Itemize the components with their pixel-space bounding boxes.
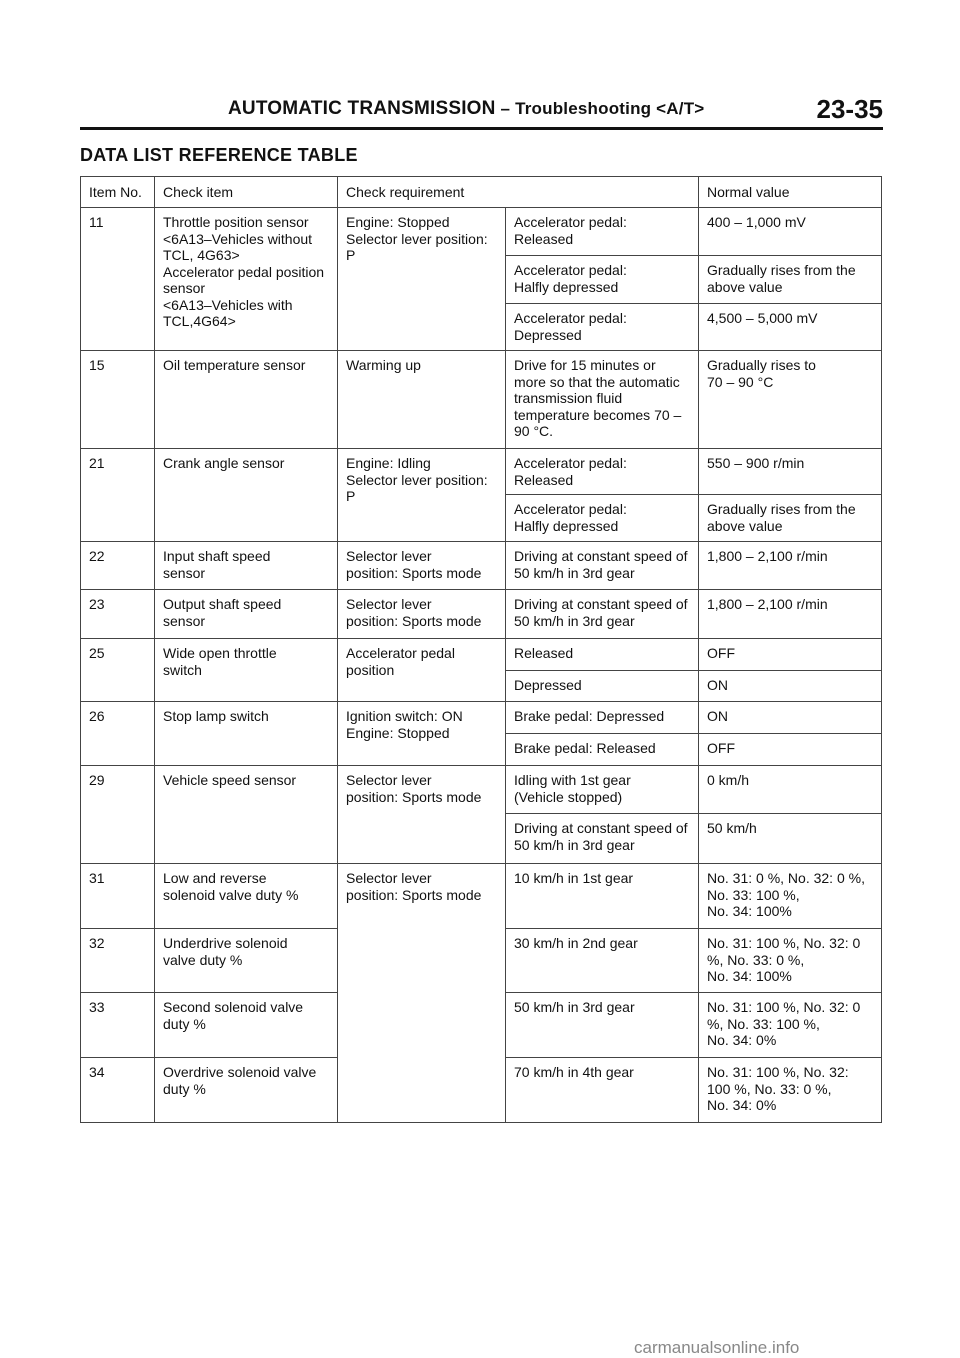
check-item-cell: Throttle position sensor <6A13–Vehicles without TCL, 4G63> Accelerator pedal position sensor <6A13–Vehicles with TCL,4G64> bbox=[155, 208, 338, 351]
table-row bbox=[81, 590, 882, 639]
normal-value-cell: Gradually rises from the above value bbox=[699, 495, 882, 542]
check-item-cell: Second solenoid valve duty % bbox=[155, 993, 338, 1058]
check-requirement-cell: Selector lever position: Sports mode bbox=[338, 590, 506, 639]
table-row bbox=[81, 449, 882, 495]
normal-value-cell: Gradually rises from the above value bbox=[699, 256, 882, 304]
check-requirement-cell: Selector lever position: Sports mode bbox=[338, 766, 506, 864]
check-requirement-cell: Engine: Stopped Selector lever position: P bbox=[338, 208, 506, 351]
condition-cell: Drive for 15 minutes or more so that the automatic transmission fluid temperature becomes 70 – 90 °C. bbox=[506, 351, 699, 449]
condition-cell: 10 km/h in 1st gear bbox=[506, 864, 699, 929]
normal-value-cell: 400 – 1,000 mV bbox=[699, 208, 882, 256]
check-requirement-cell: Engine: Idling Selector lever position: P bbox=[338, 449, 506, 542]
check-item-cell: Input shaft speed sensor bbox=[155, 542, 338, 590]
condition-cell: Driving at constant speed of 50 km/h in 3rd gear bbox=[506, 814, 699, 864]
item-no-cell: 15 bbox=[81, 351, 155, 449]
condition-cell: Brake pedal: Depressed bbox=[506, 702, 699, 734]
condition-cell: Accelerator pedal: Released bbox=[506, 449, 699, 495]
condition-cell: Accelerator pedal: Released bbox=[506, 208, 699, 256]
condition-cell: 50 km/h in 3rd gear bbox=[506, 993, 699, 1058]
page-number: 23-35 bbox=[816, 94, 883, 124]
item-no-cell: 23 bbox=[81, 590, 155, 639]
check-item-cell: Stop lamp switch bbox=[155, 702, 338, 766]
check-item-cell: Output shaft speed sensor bbox=[155, 590, 338, 639]
table-row bbox=[81, 766, 882, 814]
page-header bbox=[80, 94, 883, 128]
normal-value-cell: ON bbox=[699, 702, 882, 734]
item-no-cell: 25 bbox=[81, 639, 155, 702]
check-item-cell: Underdrive solenoid valve duty % bbox=[155, 929, 338, 993]
check-requirement-cell: Ignition switch: ON Engine: Stopped bbox=[338, 702, 506, 766]
condition-cell: Driving at constant speed of 50 km/h in 3rd gear bbox=[506, 590, 699, 639]
item-no-cell: 33 bbox=[81, 993, 155, 1058]
normal-value-cell: No. 31: 100 %, No. 32: 100 %, No. 33: 0 %, No. 34: 0% bbox=[699, 1058, 882, 1123]
check-item-cell: Low and reverse solenoid valve duty % bbox=[155, 864, 338, 929]
normal-value-cell: No. 31: 100 %, No. 32: 0 %, No. 33: 100 %, No. 34: 0% bbox=[699, 993, 882, 1058]
item-no-cell: 34 bbox=[81, 1058, 155, 1123]
header-normal-value: Normal value bbox=[699, 177, 882, 208]
normal-value-cell: OFF bbox=[699, 639, 882, 671]
header-check-requirement: Check requirement bbox=[338, 177, 699, 208]
item-no-cell: 21 bbox=[81, 449, 155, 542]
normal-value-cell: 1,800 – 2,100 r/min bbox=[699, 590, 882, 639]
condition-cell: Idling with 1st gear (Vehicle stopped) bbox=[506, 766, 699, 814]
normal-value-cell: ON bbox=[699, 671, 882, 702]
item-no-cell: 22 bbox=[81, 542, 155, 590]
watermark: carmanualsonline.info bbox=[634, 1338, 800, 1357]
condition-cell: 70 km/h in 4th gear bbox=[506, 1058, 699, 1123]
table-row bbox=[81, 351, 882, 449]
normal-value-cell: Gradually rises to 70 – 90 °C bbox=[699, 351, 882, 449]
item-no-cell: 29 bbox=[81, 766, 155, 864]
check-requirement-cell: Accelerator pedal position bbox=[338, 639, 506, 702]
table-row bbox=[81, 702, 882, 734]
data-list-reference-table bbox=[80, 176, 882, 1123]
normal-value-cell: 50 km/h bbox=[699, 814, 882, 864]
header-check-item: Check item bbox=[155, 177, 338, 208]
table-row bbox=[81, 639, 882, 671]
condition-cell: Brake pedal: Released bbox=[506, 734, 699, 766]
check-requirement-cell: Selector lever position: Sports mode bbox=[338, 864, 506, 1123]
table-row bbox=[81, 864, 882, 929]
check-item-cell: Wide open throttle switch bbox=[155, 639, 338, 702]
check-item-cell: Crank angle sensor bbox=[155, 449, 338, 542]
item-no-cell: 11 bbox=[81, 208, 155, 351]
normal-value-cell: 0 km/h bbox=[699, 766, 882, 814]
header-item-no: Item No. bbox=[81, 177, 155, 208]
condition-cell: Released bbox=[506, 639, 699, 671]
normal-value-cell: 4,500 – 5,000 mV bbox=[699, 304, 882, 351]
table-header-row bbox=[81, 177, 882, 208]
table-row bbox=[81, 542, 882, 590]
check-item-cell: Vehicle speed sensor bbox=[155, 766, 338, 864]
item-no-cell: 26 bbox=[81, 702, 155, 766]
page-title-main: AUTOMATIC TRANSMISSION bbox=[228, 98, 496, 119]
normal-value-cell: No. 31: 0 %, No. 32: 0 %, No. 33: 100 %, No. 34: 100% bbox=[699, 864, 882, 929]
check-item-cell: Oil temperature sensor bbox=[155, 351, 338, 449]
check-requirement-cell: Warming up bbox=[338, 351, 506, 449]
item-no-cell: 32 bbox=[81, 929, 155, 993]
normal-value-cell: 1,800 – 2,100 r/min bbox=[699, 542, 882, 590]
normal-value-cell: OFF bbox=[699, 734, 882, 766]
condition-cell: 30 km/h in 2nd gear bbox=[506, 929, 699, 993]
normal-value-cell: No. 31: 100 %, No. 32: 0 %, No. 33: 0 %, No. 34: 100% bbox=[699, 929, 882, 993]
page-title-sub: – Troubleshooting <A/T> bbox=[495, 99, 705, 118]
condition-cell: Driving at constant speed of 50 km/h in 3rd gear bbox=[506, 542, 699, 590]
item-no-cell: 31 bbox=[81, 864, 155, 929]
table-row bbox=[81, 208, 882, 256]
condition-cell: Accelerator pedal: Halfly depressed bbox=[506, 256, 699, 304]
header-rule bbox=[80, 127, 883, 130]
check-item-cell: Overdrive solenoid valve duty % bbox=[155, 1058, 338, 1123]
normal-value-cell: 550 – 900 r/min bbox=[699, 449, 882, 495]
condition-cell: Accelerator pedal: Halfly depressed bbox=[506, 495, 699, 542]
check-requirement-cell: Selector lever position: Sports mode bbox=[338, 542, 506, 590]
condition-cell: Depressed bbox=[506, 671, 699, 702]
page-title bbox=[228, 98, 704, 120]
section-title: DATA LIST REFERENCE TABLE bbox=[80, 145, 358, 165]
condition-cell: Accelerator pedal: Depressed bbox=[506, 304, 699, 351]
